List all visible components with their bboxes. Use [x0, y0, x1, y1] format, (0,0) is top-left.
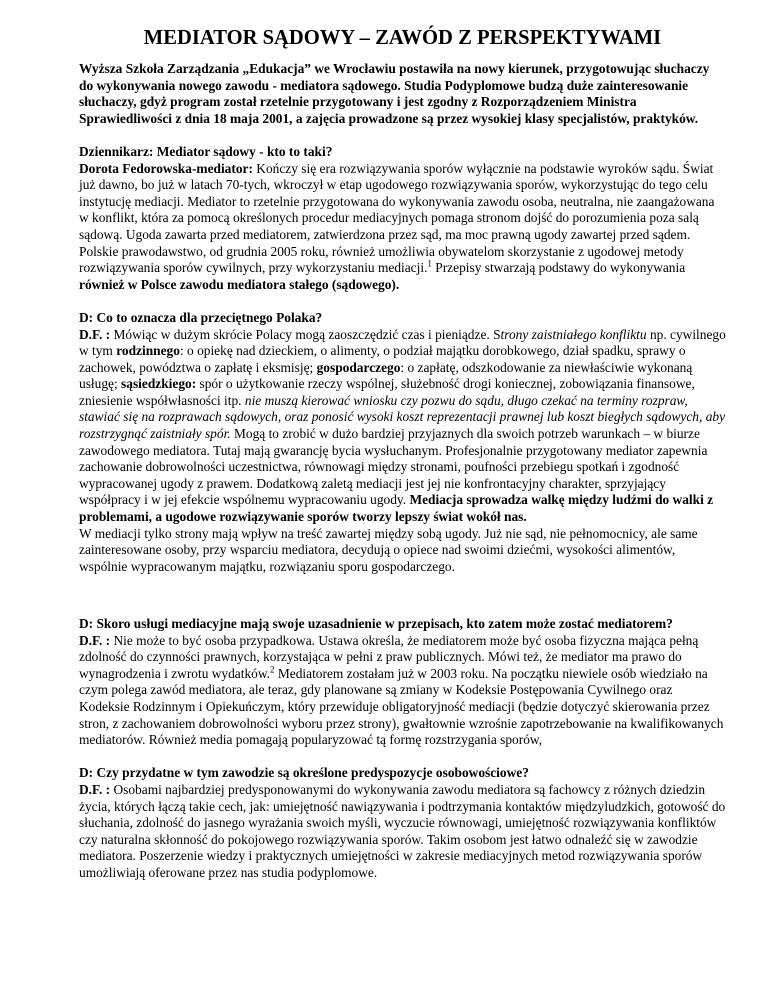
q2-seg-4: : o zapłatę, odszkodowanie za niewłaściwie wykonaną usługę; [79, 359, 693, 392]
section-q2 [79, 310, 726, 576]
intro-paragraph [79, 61, 726, 127]
q4-question [79, 765, 726, 782]
section-q1 [79, 144, 726, 293]
q1-question-text: Dziennikarz: Mediator sądowy - kto to taki? [79, 143, 333, 159]
q2-seg-1-italic: trony zaistniałego konfliktu [500, 326, 647, 342]
q2-seg-6-bold: Mediacja sprowadza walkę między ludźmi do walki z problemami, a ugodowe rozwiązywanie sporów tworzy lepszy świat wokół nas. [79, 492, 714, 525]
q4-text: Osobami najbardziej predysponowanymi do wykonywania zawodu mediatora są fachowcy z różnych dziedzin życia, których łączą takie cech, jak: umiejętność nawiązywania i podtrzymania kontaktów międzyludzkich, gotowość do słuchania, zdolność do jasnego wyrażania swoich myśli, wyczucie równowagi, umiejętność rozwiązywania konfliktów czy naturalna skłonność do pokojowego rozwiązywania sporów. Takim osobom jest łatwo odnaleźć się w zawodzie mediatora. Poszerzenie wiedzy i praktycznych umiejętności w zakresie mediacyjnych metod rozwiązywania sporów umożliwiają oferowane przez nas studia podyplomowe. [79, 781, 726, 880]
q1-text-1: Kończy się era rozwiązywania sporów wyłącznie na podstawie wyroków sądu. Świat już dawno, bo już w latach 70-tych, wkroczył w etap ugodowego rozwiązywania sporów, wykorzystując do tego celu instytucję mediacji. Mediator to rzetelnie przygotowana do wykonywania zawodu osoba, neutralna, nie zaangażowana w konflikt, która za pomocą określonych procedur mediacyjnych pomaga stronom dojść do porozumienia poza salą sądową. Ugoda zawarta przed mediatorem, zatwierdzona przez sąd, ma moc prawną ugody zawartej przed sądem. Polskie prawodawstwo, od grudnia 2005 roku, również umożliwia obywatelom skorzystanie z ugodowej metody rozwiązywania sporów cywilnych, przy wykorzystaniu mediacji. [79, 160, 715, 276]
q2-seg-4-bold: sąsiedzkiego: [121, 376, 197, 392]
q2-seg-5-italic: nie muszą kierować wniosku czy pozwu do sądu, długo czekać na terminy rozpraw, stawiać się na rozprawach sądowych, oraz ponosić wysoki koszt reprezentacji prawnej lub koszt biegłych sądowych, aby rozstrzygnąć zaistniały spór. [79, 392, 726, 442]
q4-question-text: D: Czy przydatne w tym zawodzie są określone predyspozycje osobowościowe? [79, 765, 529, 781]
q3-text-1: Nie może to być osoba przypadkowa. Ustawa określa, że mediatorem może być osoba fizyczna mająca pełną zdolność do czynności prawnych, korzystająca w pełni z praw publicznych. Mówi też, że mediator ma prawo do wynagrodzenia i zwrotu wydatków. [79, 632, 699, 681]
q1-speaker: Dorota Fedorowska-mediator: [79, 160, 253, 176]
page-title: MEDIATOR SĄDOWY – ZAWÓD Z PERSPEKTYWAMI [143, 27, 662, 49]
q2-seg-5: spór o użytkowanie rzeczy wspólnej, służebność drogi koniecznej, zobowiązania finansowe, zniesienie współwłasności itp. [79, 376, 695, 408]
q1-text-2: Przepisy stwarzają podstawy do wykonywania [431, 260, 686, 276]
q2-seg-6: Mogą to zrobić w dużo bardziej przyjaznych dla swoich potrzeb warunkach – w biurze zawodowego mediatora. Tutaj mają gwarancję bycia wysłuchanym. Profesjonalnie przygotowany mediator zapewnia zachowanie dobrowolności uczestnictwa, równowagi między stronami, poufności przebiegu spotkań i zgodność wypracowanej ugody z prawem. Dodatkową zaletą mediacji jest jej nie konfrontacyjny charakter, sprzyjający współpracy i w jej efekcie wspólnemu wypracowaniu ugody. [79, 426, 708, 508]
q3-question-text: D: Skoro usługi mediacyjne mają swoje uzasadnienie w przepisach, kto zatem może zostać mediatorem? [79, 616, 673, 631]
q4-speaker: D.F. : [79, 781, 111, 797]
intro-text: Wyższa Szkoła Zarządzania „Edukacja” we Wrocławiu postawiła na nowy kierunek, przygotowując słuchaczy do wykonywania nowego zawodu - mediatora sądowego. Studia Podyplomowe budzą duże zainteresowanie słuchaczy, gdyż program został rzetelnie przygotowany i jest zgodny z Rozporządzeniem Ministra Sprawiedliwości z dnia 18 maja 2001, a zajęcia prowadzone są przez wysokiej klasy specjalistów, praktyków. [79, 61, 710, 126]
q2-question-text: D: Co to oznacza dla przeciętnego Polaka? [79, 309, 323, 325]
q3-speaker: D.F. : [79, 632, 111, 648]
q2-seg-3-bold: gospodarczego [316, 359, 401, 375]
q3-text-2: Mediatorem zostałam już w 2003 roku. Na początku niewiele osób wiedziało na czym polega zawód mediatora, ale teraz, gdy planowane są zmiany w Kodeksie Postępowania Cywilnego oraz Kodeksie Rodzinnym i Opiekuńczym, który przewiduje obligatoryjność mediacji (będzie dotyczyć skierowania przez stron, z zachowaniem dobrowolności wyboru przez strony), gwałtownie wzrośnie zapotrzebowanie na kwalifikowanych mediatorów. Również media pomagają popularyzować tą formę rozstrzygania sporów, [79, 665, 724, 748]
q3-answer [79, 633, 726, 749]
q2-seg-1: Mówiąc w dużym skrócie Polacy mogą zaoszczędzić czas i pieniądze. S [110, 326, 501, 342]
q2-answer [79, 327, 726, 526]
section-q4 [79, 765, 726, 881]
q2-paragraph-2: W mediacji tylko strony mają wpływ na treść zawartej między sobą ugody. Już nie sąd, nie pełnomocnicy, ale same zainteresowane osoby, przy wsparciu mediatora, decydują o opiece nad swoimi dziećmi, wysokości alimentów, wspólnie wypracowanym majątku, rozwiązaniu sporu gospodarczego. [79, 525, 698, 574]
q3-footnote: 2 [270, 664, 275, 675]
q2-seg-2: np. cywilnego w tym [79, 326, 726, 359]
q1-bold-end: również w Polsce zawodu mediatora stałego (sądowego). [79, 276, 400, 292]
q1-answer [79, 161, 726, 294]
q1-question [79, 144, 726, 161]
q4-answer [79, 782, 726, 882]
q2-seg-3: : o opiekę nad dzieckiem, o alimenty, o podział majątku dorobkowego, dział spadku, sprawy o zachowek, powództwa o zapłatę i eksmisję; [79, 343, 686, 375]
q2-seg-2-bold: rodzinnego [116, 343, 180, 359]
q1-footnote: 1 [427, 258, 432, 269]
q3-question [79, 616, 726, 633]
section-q3 [79, 616, 726, 749]
q2-speaker: D.F. : [79, 326, 111, 342]
q2-question [79, 310, 726, 327]
